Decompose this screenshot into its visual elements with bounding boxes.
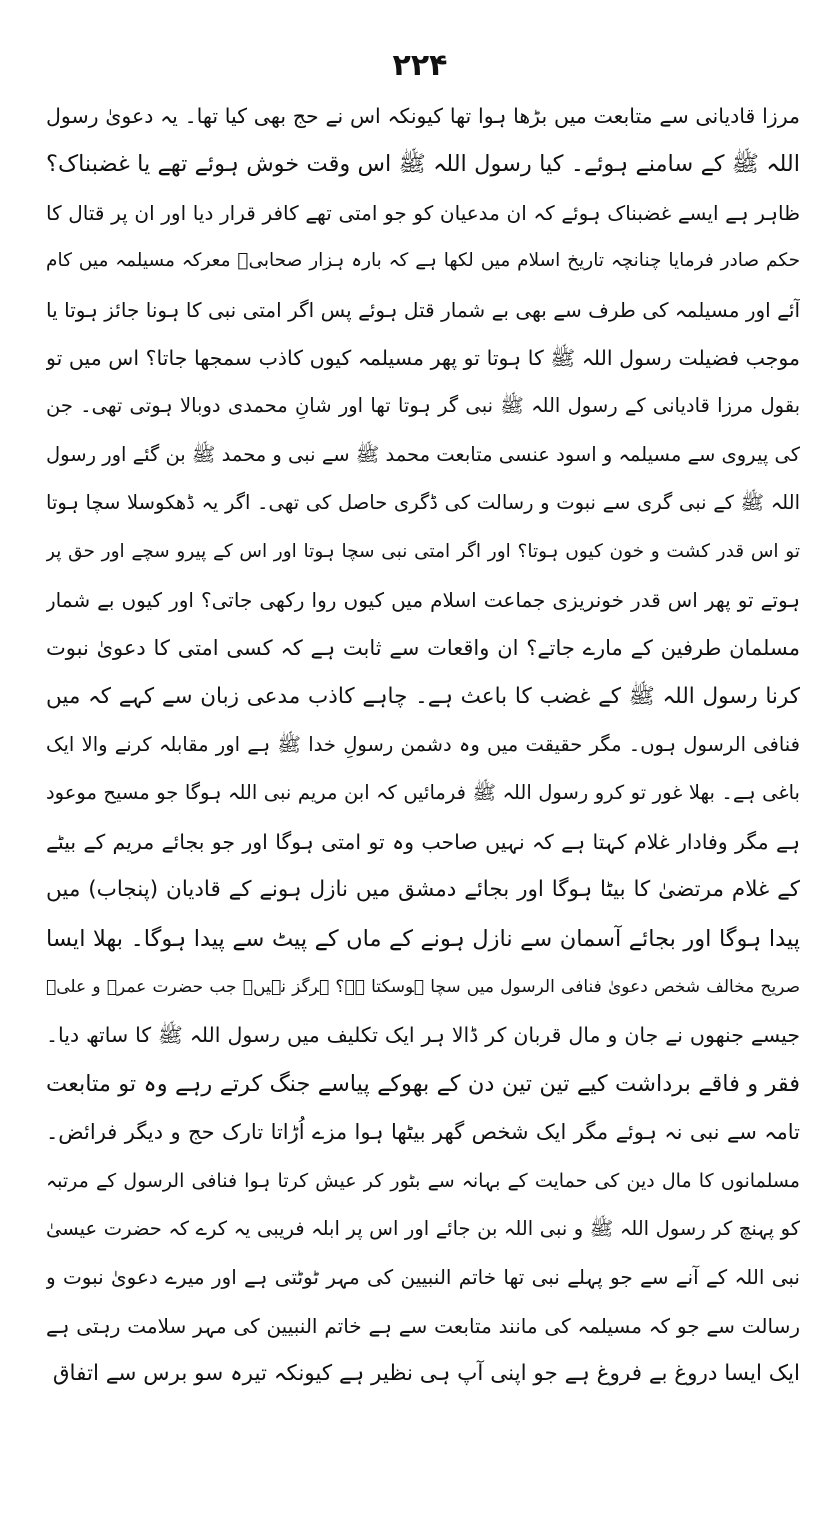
text-line: تامہ سے نبی نہ ہوئے مگر ایک شخص گھر بیٹھا ہوا مزے اُڑاتا تارک حج و دیگر فرائض۔ (46, 1120, 800, 1145)
text-line: ہے مگر وفادار غلام کہتا ہے کہ نہیں صاحب وہ تو امتی ہوگا اور جو بجائے مریم کے بیٹے (46, 829, 800, 854)
text-line: صریح مخالف شخص دعویٰ فنافی الرسول میں سچا ہوسکتا ہے؟ ہرگز نہیں۔ جب حضرت عمرؓ و علیؓ (46, 977, 800, 998)
text-line: پیدا ہوگا اور بجائے آسمان سے نازل ہونے کے ماں کے پیٹ سے پیدا ہوگا۔ بھلا ایسا (46, 925, 800, 952)
text-line: آئے اور مسیلمہ کی طرف سے بھی بے شمار قتل ہوئے پس اگر امتی نبی کا ہونا جائز ہوتا یا (46, 297, 800, 322)
text-line: اللہ ﷺ کے سامنے ہوئے۔ کیا رسول اللہ ﷺ اس وقت خوش ہوئے تھے یا غضبناک؟ (46, 151, 800, 178)
text-line: کی پیروی سے مسیلمہ و اسود عنسی متابعت محمد ﷺ سے نبی و محمد ﷺ بن گئے اور رسول (46, 442, 800, 466)
text-line: فقر و فاقے برداشت کیے تین تین دن کے بھوکے پیاسے جنگ کرتے رہے وہ تو متابعت (46, 1070, 800, 1097)
text-line: مسلمانوں کا مال دین کی حمایت کے بہانہ سے بٹور کر عیش کرتا ہوا فنافی الرسول کے مرتبہ (46, 1169, 800, 1192)
page-body-text (46, 92, 800, 1399)
text-line: کرنا رسول اللہ ﷺ کے غضب کا باعث ہے۔ چاہے کاذب مدعی زبان سے کہے کہ میں (46, 683, 800, 709)
text-line: رسالت سے جو کہ مسیلمہ کی مانند متابعت سے ہے خاتم النبیین کی مہر سلامت رہتی ہے (46, 1313, 800, 1338)
text-line: ایک ایسا دروغ بے فروغ ہے جو اپنی آپ ہی نظیر ہے کیونکہ تیرہ سو برس سے اتفاق (52, 1361, 800, 1387)
text-line: مسلمان طرفین کے مارے جاتے؟ ان واقعات سے ثابت ہے کہ کسی امتی کا دعویٰ نبوت (46, 636, 800, 661)
text-line: ہوتے تو پھر اس قدر خونریزی جماعت اسلام میں کیوں روا رکھی جاتی؟ اور کیوں بے شمار (46, 587, 800, 612)
text-line: بقول مرزا قادیانی کے رسول اللہ ﷺ نبی گر ہوتا تھا اور شانِ محمدی دوبالا ہوتی تھی۔ جن (46, 394, 800, 418)
text-line: نبی اللہ کے آنے سے جو پہلے نبی تھا خاتم النبیین کی مہر ٹوٹتی ہے اور میرے دعویٰ نبوت و (46, 1265, 800, 1290)
text-line: فنافی الرسول ہوں۔ مگر حقیقت میں وہ دشمن رسولِ خدا ﷺ ہے اور مقابلہ کرنے والا ایک (46, 733, 800, 757)
text-line: موجب فضیلت رسول اللہ ﷺ کا ہوتا تو پھر مسیلمہ کیوں کاذب سمجھا جاتا؟ اس میں تو (46, 345, 800, 370)
text-line: حکم صادر فرمایا چنانچہ تاریخ اسلام میں لکھا ہے کہ بارہ ہزار صحابیؓ معرکہ مسیلمہ میں کام (46, 250, 800, 272)
text-line: اللہ ﷺ کے نبی گری سے نبوت و رسالت کی ڈگری حاصل کی تھی۔ اگر یہ ڈھکوسلا سچا ہوتا (46, 491, 800, 515)
text-line: ظاہر ہے ایسے غضبناک ہوئے کہ ان مدعیان کو جو امتی تھے کافر قرار دیا اور ان پر قتال کا (46, 200, 800, 225)
text-line: تو اس قدر کشت و خون کیوں ہوتا؟ اور اگر امتی نبی سچا ہوتا اور اس کے پیرو سچے اور حق پر (46, 540, 800, 562)
text-line: جیسے جنھوں نے جان و مال قربان کر ڈالا ہر ایک تکلیف میں رسول اللہ ﷺ کا ساتھ دیا۔ (46, 1023, 800, 1048)
page-number: ۲۲۴ (392, 48, 448, 83)
text-line: کو پہنچ کر رسول اللہ ﷺ و نبی اللہ بن جائے اور اس پر ابلہ فریبی یہ کرے کہ حضرت عیسیٰ (46, 1216, 800, 1240)
text-line: کے غلام مرتضیٰ کا بیٹا ہوگا اور بجائے دمشق میں نازل ہونے کے قادیان (پنجاب) میں (46, 877, 800, 903)
text-line: باغی ہے۔ بھلا غور تو کرو رسول اللہ ﷺ فرمائیں کہ ابن مریم نبی اللہ ہوگا جو مسیح موعود (46, 781, 800, 805)
text-line: مرزا قادیانی سے متابعت میں بڑھا ہوا تھا کیونکہ اس نے حج بھی کیا تھا۔ یہ دعویٰ رسول (46, 104, 800, 128)
